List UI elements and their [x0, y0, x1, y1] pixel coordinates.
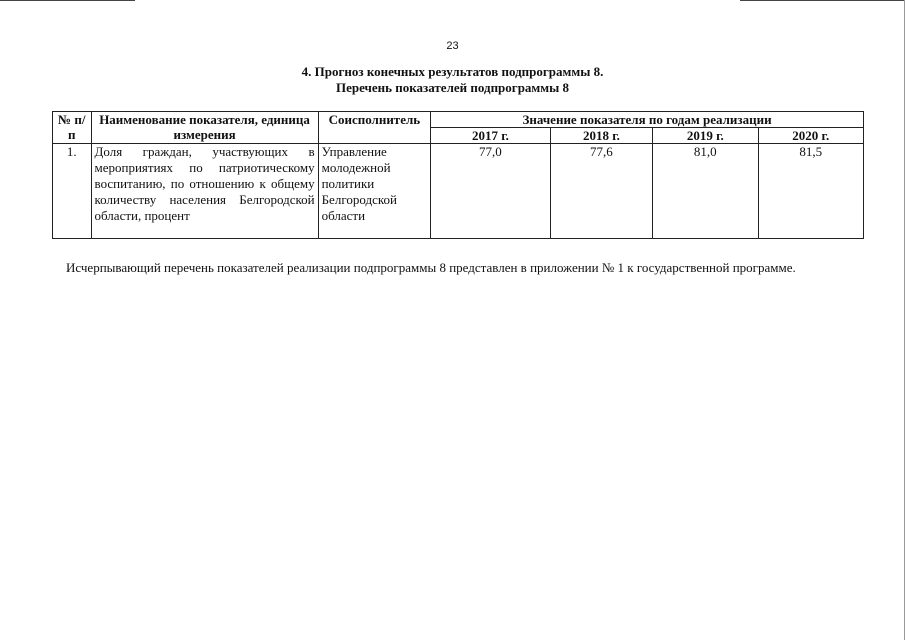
scan-edge-line — [0, 0, 135, 1]
coexecutor: Управление молодежной политики Белгородской области — [318, 144, 431, 239]
table-row — [53, 144, 864, 239]
header-year: 2018 г. — [550, 128, 652, 144]
indicator-name: Доля граждан, участвующих в мероприятиях по патриотическому воспитанию, по отношению к общему количеству населения Белгородской области, процент — [91, 144, 318, 239]
section-heading — [0, 64, 905, 96]
note-paragraph: Исчерпывающий перечень показателей реализации подпрограммы 8 представлен в приложении № 1 к государственной программе. — [66, 260, 796, 275]
header-year: 2019 г. — [653, 128, 758, 144]
header-num: № п/п — [53, 112, 92, 144]
header-name: Наименование показателя, единица измерения — [91, 112, 318, 144]
page-number: 23 — [446, 40, 459, 52]
header-values-group: Значение показателя по годам реализации — [431, 112, 864, 128]
value-2020: 81,5 — [758, 144, 863, 239]
header-year: 2017 г. — [431, 128, 551, 144]
value-2019: 81,0 — [653, 144, 758, 239]
section-subtitle: Перечень показателей подпрограммы 8 — [335, 80, 570, 95]
header-coexecutor: Соисполнитель — [318, 112, 431, 144]
scan-edge-line — [740, 0, 905, 1]
header-year: 2020 г. — [758, 128, 863, 144]
section-title: 4. Прогноз конечных результатов подпрограммы 8. — [301, 64, 604, 79]
value-2017: 77,0 — [431, 144, 551, 239]
row-num: 1. — [53, 144, 92, 239]
value-2018: 77,6 — [550, 144, 652, 239]
indicators-table — [52, 111, 864, 239]
